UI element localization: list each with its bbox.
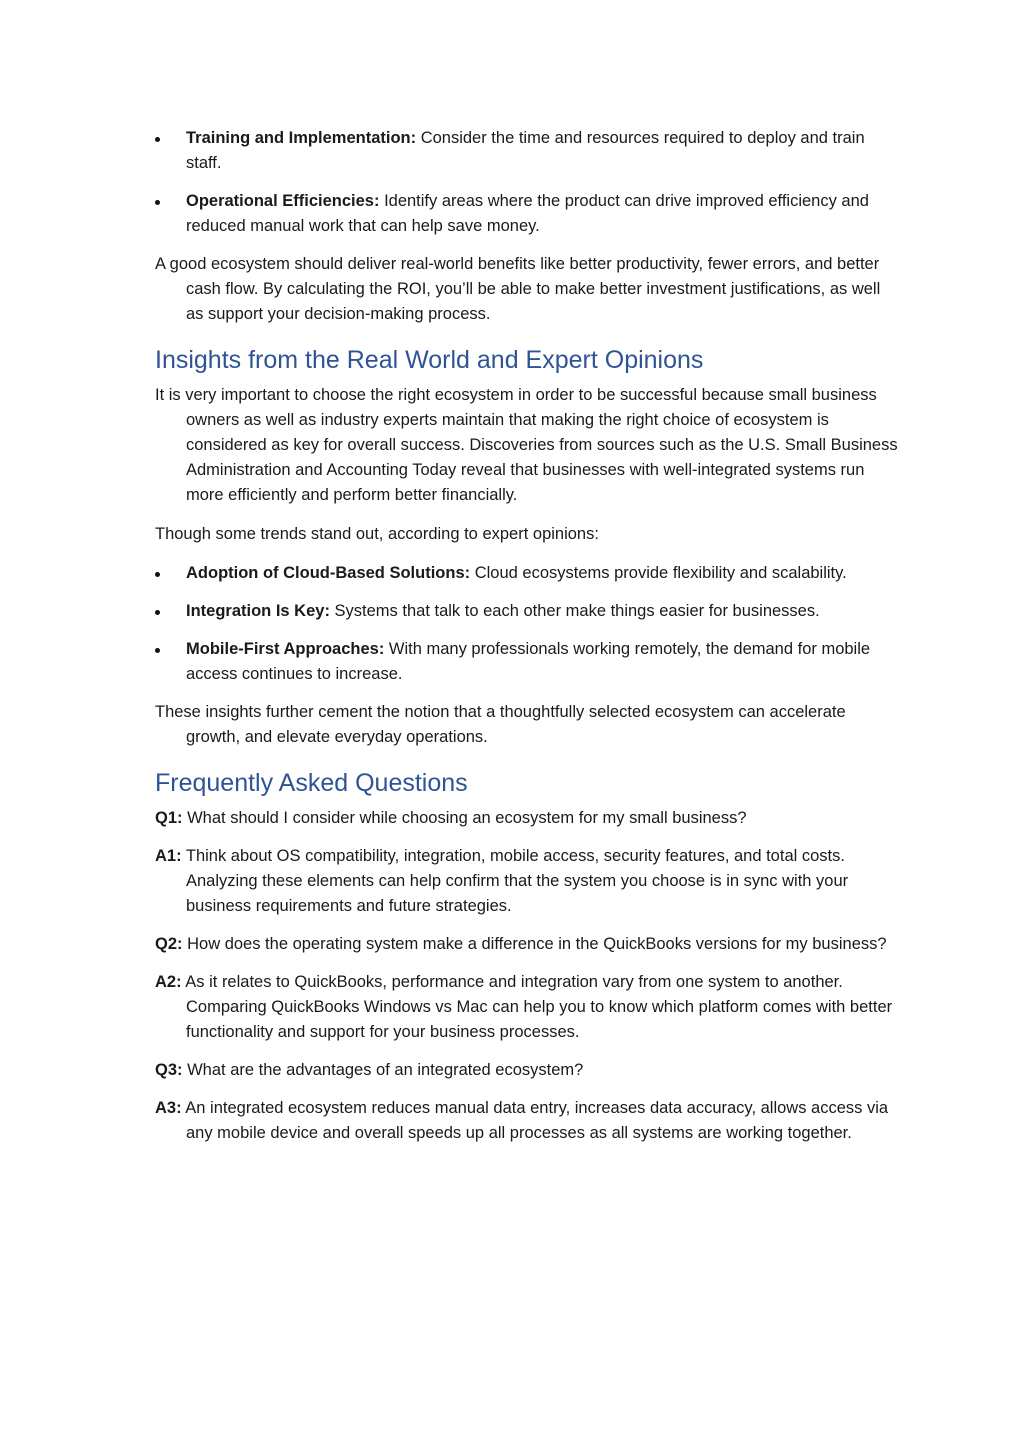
faq-text: An integrated ecosystem reduces manual data entry, increases data accuracy, allows access via any mobile device and overall speeds up all processes as all systems are working together. — [181, 1099, 889, 1142]
bullet-text: Consider the time and resources required to deploy and train staff. — [186, 129, 865, 172]
faq-label: Q1: — [155, 809, 183, 827]
faq-a1 — [155, 844, 900, 919]
bullet-label: Mobile-First Approaches: — [186, 640, 385, 658]
heading-insights: Insights from the Real World and Expert Opinions — [155, 346, 704, 374]
faq-label: A3: — [155, 1099, 182, 1117]
bullet-cloud — [155, 561, 900, 586]
bullet-icon — [155, 610, 160, 615]
bullet-text: Systems that talk to each other make things easier for businesses. — [329, 602, 820, 620]
bullet-label: Adoption of Cloud-Based Solutions: — [186, 564, 471, 582]
faq-label: A1: — [155, 847, 182, 865]
bullet-training — [155, 126, 900, 176]
faq-a3 — [155, 1096, 900, 1146]
faq-text: What should I consider while choosing an ecosystem for my small business? — [182, 809, 747, 827]
bullet-mobile — [155, 637, 900, 687]
faq-text: As it relates to QuickBooks, performance and integration vary from one system to another. Comparing QuickBooks Windows vs Mac can help you to know which platform comes with better functionality and support for your business processes. — [181, 973, 893, 1041]
bullet-label: Training and Implementation: — [186, 129, 417, 147]
bullet-label: Operational Efficiencies: — [186, 192, 380, 210]
bullet-icon — [155, 200, 160, 205]
paragraph-insights: It is very important to choose the right ecosystem in order to be successful because small business owners as well as industry experts maintain that making the right choice of ecosystem is considered as key for overall success. Discoveries from sources such as the U.S. Small Business Administration and Accounting Today reveal that businesses with well-integrated systems run more efficiently and perform better financially. — [155, 386, 898, 504]
faq-text: What are the advantages of an integrated ecosystem? — [182, 1061, 584, 1079]
paragraph-roi: A good ecosystem should deliver real-world benefits like better productivity, fewer errors, and better cash flow. By calculating the ROI, you’ll be able to make better investment justifications, as well as support your decision-making process. — [155, 255, 881, 323]
faq-label: Q3: — [155, 1061, 183, 1079]
faq-label: A2: — [155, 973, 182, 991]
bullet-operational — [155, 189, 900, 239]
bullet-label: Integration Is Key: — [186, 602, 330, 620]
faq-a2 — [155, 970, 900, 1045]
bullet-icon — [155, 572, 160, 577]
document-page — [155, 126, 900, 1159]
bullet-integration — [155, 599, 900, 624]
faq-q2 — [155, 932, 900, 957]
faq-q3 — [155, 1058, 900, 1083]
faq-label: Q2: — [155, 935, 183, 953]
paragraph-trends: Though some trends stand out, according to expert opinions: — [155, 525, 599, 543]
faq-q1 — [155, 806, 900, 831]
bullet-text: With many professionals working remotely, the demand for mobile access continues to increase. — [186, 640, 871, 683]
faq-text: How does the operating system make a difference in the QuickBooks versions for my business? — [182, 935, 887, 953]
bullet-text: Cloud ecosystems provide flexibility and scalability. — [470, 564, 847, 582]
heading-faq: Frequently Asked Questions — [155, 769, 468, 797]
faq-text: Think about OS compatibility, integration, mobile access, security features, and total costs. Analyzing these elements can help confirm that the system you choose is in sync with your business requirements and future strategies. — [181, 847, 849, 915]
bullet-text: Identify areas where the product can drive improved efficiency and reduced manual work that can help save money. — [186, 192, 869, 235]
bullet-icon — [155, 137, 160, 142]
paragraph-cement: These insights further cement the notion that a thoughtfully selected ecosystem can accelerate growth, and elevate everyday operations. — [155, 703, 846, 746]
bullet-icon — [155, 648, 160, 653]
